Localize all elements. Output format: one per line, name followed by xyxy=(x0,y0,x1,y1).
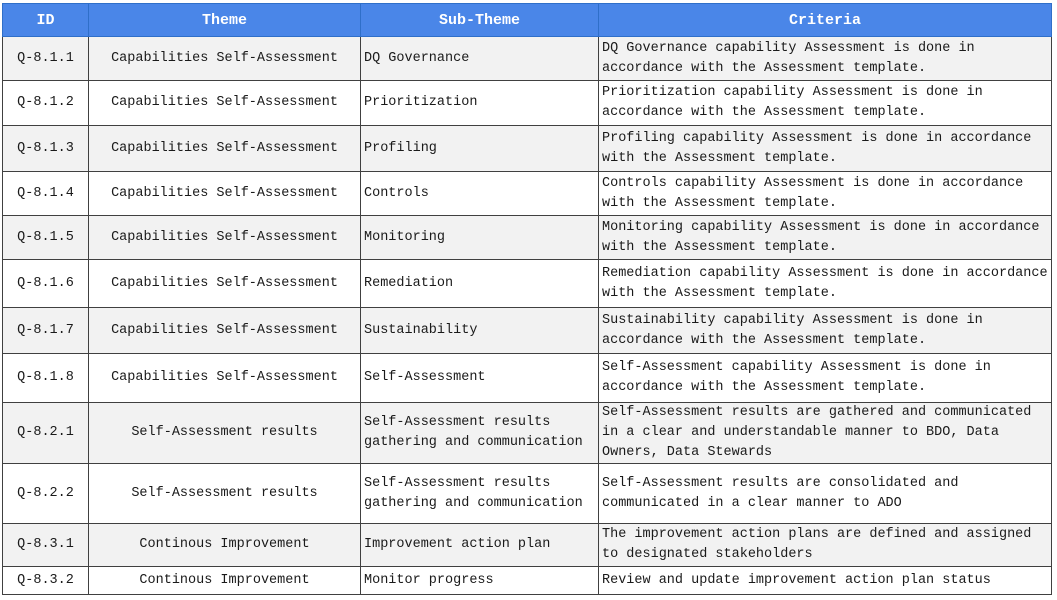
row-sub-theme-cell: Remediation xyxy=(361,260,599,308)
row-theme-cell: Capabilities Self-Assessment xyxy=(89,216,361,260)
table-row xyxy=(3,308,1052,354)
table-body xyxy=(3,37,1052,595)
row-theme-cell: Continous Improvement xyxy=(89,524,361,567)
row-criteria-cell: DQ Governance capability Assessment is done in accordance with the Assessment template. xyxy=(599,37,1052,81)
row-id-cell: Q-8.2.1 xyxy=(3,403,89,464)
table-row xyxy=(3,260,1052,308)
row-sub-theme-cell: Self-Assessment xyxy=(361,354,599,403)
row-theme-cell: Capabilities Self-Assessment xyxy=(89,172,361,216)
row-sub-theme-cell: Monitoring xyxy=(361,216,599,260)
header-row xyxy=(3,4,1052,37)
row-id-cell: Q-8.1.4 xyxy=(3,172,89,216)
table-row xyxy=(3,567,1052,595)
column-header-id: ID xyxy=(3,4,89,37)
row-sub-theme-cell: Controls xyxy=(361,172,599,216)
row-id-cell: Q-8.1.2 xyxy=(3,81,89,126)
row-criteria-cell: Self-Assessment results are gathered and communicated in a clear and understandable manner to BDO, Data Owners, Data Stewards xyxy=(599,403,1052,464)
column-header-criteria: Criteria xyxy=(599,4,1052,37)
table-row xyxy=(3,126,1052,172)
row-sub-theme-cell: Monitor progress xyxy=(361,567,599,595)
row-theme-cell: Capabilities Self-Assessment xyxy=(89,354,361,403)
column-header-theme: Theme xyxy=(89,4,361,37)
row-sub-theme-cell: Prioritization xyxy=(361,81,599,126)
row-id-cell: Q-8.2.2 xyxy=(3,464,89,524)
row-criteria-cell: The improvement action plans are defined and assigned to designated stakeholders xyxy=(599,524,1052,567)
table-row xyxy=(3,37,1052,81)
row-id-cell: Q-8.1.8 xyxy=(3,354,89,403)
table-row xyxy=(3,464,1052,524)
row-criteria-cell: Prioritization capability Assessment is done in accordance with the Assessment template. xyxy=(599,81,1052,126)
row-theme-cell: Capabilities Self-Assessment xyxy=(89,37,361,81)
row-id-cell: Q-8.1.7 xyxy=(3,308,89,354)
row-sub-theme-cell: DQ Governance xyxy=(361,37,599,81)
row-id-cell: Q-8.1.6 xyxy=(3,260,89,308)
row-id-cell: Q-8.3.2 xyxy=(3,567,89,595)
row-sub-theme-cell: Self-Assessment results gathering and communication xyxy=(361,403,599,464)
row-criteria-cell: Monitoring capability Assessment is done in accordance with the Assessment template. xyxy=(599,216,1052,260)
row-criteria-cell: Self-Assessment capability Assessment is done in accordance with the Assessment template. xyxy=(599,354,1052,403)
table-row xyxy=(3,81,1052,126)
row-theme-cell: Capabilities Self-Assessment xyxy=(89,126,361,172)
row-criteria-cell: Review and update improvement action plan status xyxy=(599,567,1052,595)
column-header-sub-theme: Sub-Theme xyxy=(361,4,599,37)
row-sub-theme-cell: Profiling xyxy=(361,126,599,172)
table-row xyxy=(3,524,1052,567)
row-criteria-cell: Profiling capability Assessment is done in accordance with the Assessment template. xyxy=(599,126,1052,172)
row-theme-cell: Self-Assessment results xyxy=(89,403,361,464)
table-row xyxy=(3,403,1052,464)
row-theme-cell: Self-Assessment results xyxy=(89,464,361,524)
table-row xyxy=(3,172,1052,216)
row-theme-cell: Continous Improvement xyxy=(89,567,361,595)
row-criteria-cell: Remediation capability Assessment is done in accordance with the Assessment template. xyxy=(599,260,1052,308)
row-theme-cell: Capabilities Self-Assessment xyxy=(89,81,361,126)
row-theme-cell: Capabilities Self-Assessment xyxy=(89,308,361,354)
row-id-cell: Q-8.1.3 xyxy=(3,126,89,172)
row-theme-cell: Capabilities Self-Assessment xyxy=(89,260,361,308)
row-sub-theme-cell: Sustainability xyxy=(361,308,599,354)
criteria-table xyxy=(2,3,1052,595)
table-row xyxy=(3,216,1052,260)
row-id-cell: Q-8.1.5 xyxy=(3,216,89,260)
row-criteria-cell: Controls capability Assessment is done in accordance with the Assessment template. xyxy=(599,172,1052,216)
row-sub-theme-cell: Self-Assessment results gathering and communication xyxy=(361,464,599,524)
table-row xyxy=(3,354,1052,403)
row-criteria-cell: Sustainability capability Assessment is done in accordance with the Assessment template. xyxy=(599,308,1052,354)
row-criteria-cell: Self-Assessment results are consolidated and communicated in a clear manner to ADO xyxy=(599,464,1052,524)
row-sub-theme-cell: Improvement action plan xyxy=(361,524,599,567)
row-id-cell: Q-8.1.1 xyxy=(3,37,89,81)
row-id-cell: Q-8.3.1 xyxy=(3,524,89,567)
